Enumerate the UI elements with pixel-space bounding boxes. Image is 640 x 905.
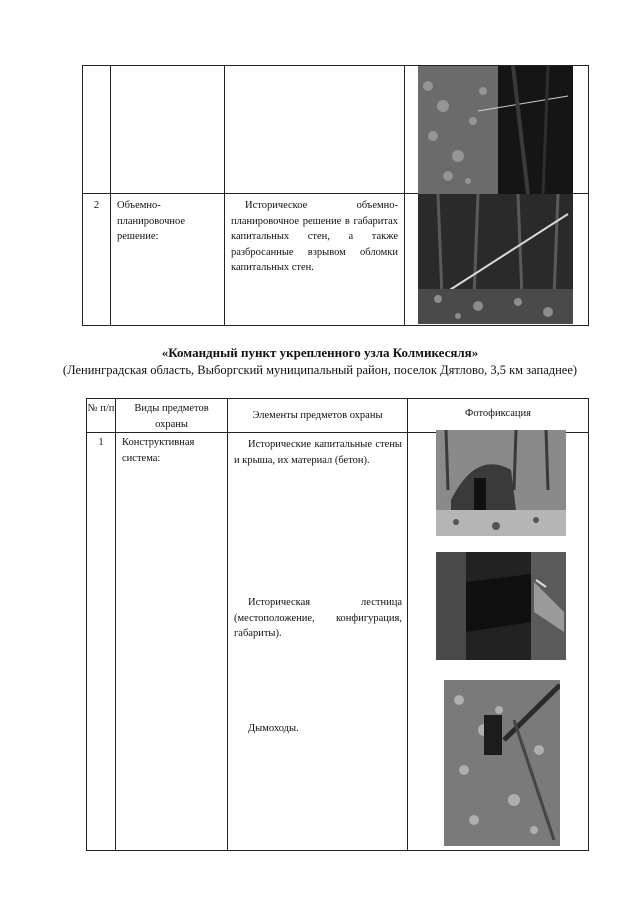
header-elements: Элементы предметов охраны [228,399,408,433]
header-number: № п/п [87,399,116,433]
type-cell [111,66,225,194]
element-chimneys: Дымоходы. [248,723,299,734]
photo-bunker-stairs [436,552,566,660]
row-number: 2 [83,194,111,326]
table-header-row [87,399,589,433]
header-types: Виды предметов охраны [116,399,228,433]
section-title: «Командный пункт укрепленного узла Колмикесяля» [161,345,479,360]
element-stairs: Историческая лестница (местоположение, конфигурация, габариты). [234,597,402,639]
photo-chimneys [444,680,560,846]
photo-ruin-wall [418,66,573,194]
photo-bunker-walls [436,430,566,536]
element-walls: Исторические капитальные стены и крыша, их материал (бетон). [234,439,402,466]
section-subtitle: (Ленинградская область, Выборгский муниципальный район, поселок Дятлово, 3,5 км западнее) [62,363,578,377]
header-photo: Фотофиксация [408,399,589,433]
elements-cell [225,66,405,194]
photo-ruin-debris [418,194,573,324]
protection-type: Конструктивная система: [116,433,228,851]
protection-type: Объемно-планировочное решение: [111,194,225,326]
row-number: 1 [87,433,116,851]
protection-elements: Историческое объемно-планировочное решение в габаритах капитальных стен, а также разбросанные взрывом обломки капитальных стен. [225,194,405,326]
number-cell [83,66,111,194]
protection-elements-cell [228,433,408,851]
